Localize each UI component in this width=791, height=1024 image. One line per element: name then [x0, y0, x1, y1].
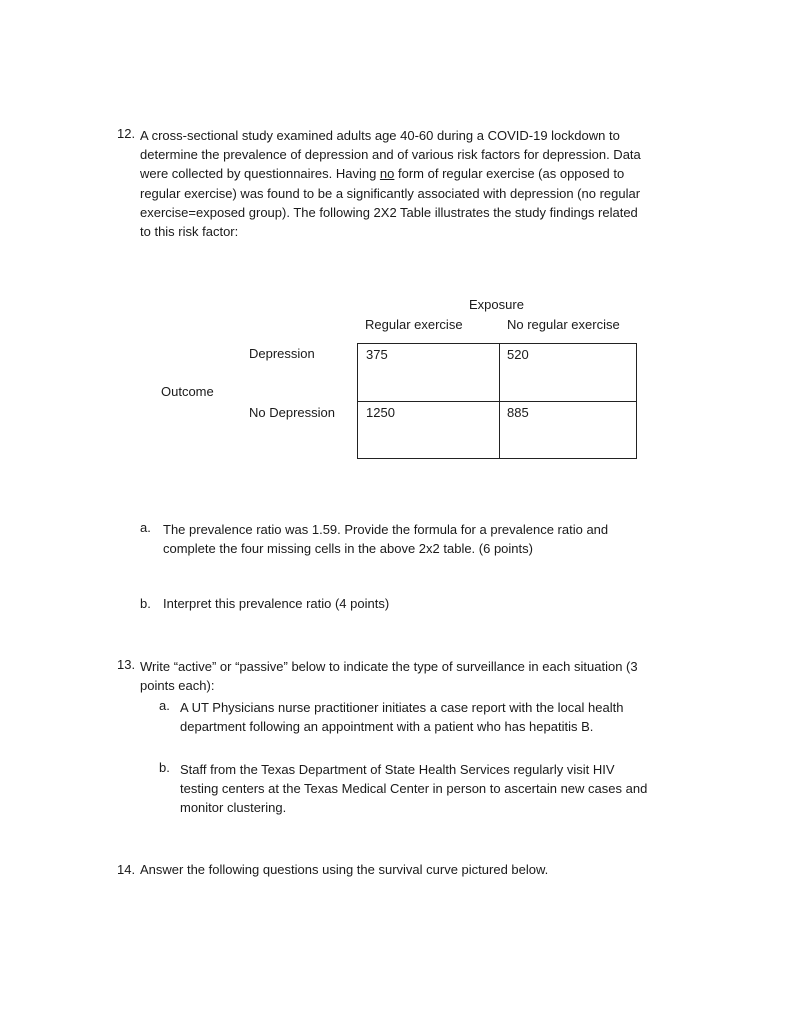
- col-no-regular-exercise: No regular exercise: [507, 317, 620, 332]
- q12b-letter: b.: [140, 596, 151, 611]
- q12-line-6: to this risk factor:: [140, 224, 239, 240]
- q13b-line-3: monitor clustering.: [180, 800, 287, 816]
- cell-c: 1250: [366, 405, 395, 420]
- row-depression: Depression: [249, 346, 315, 361]
- question-13-text: [140, 657, 720, 695]
- q13a-line-2: department following an appointment with a patient who has hepatitis B.: [180, 719, 594, 735]
- cell-d: 885: [507, 405, 529, 420]
- question-14-text: Answer the following questions using the survival curve pictured below.: [140, 862, 549, 877]
- q12a-letter: a.: [140, 520, 151, 535]
- q12-underlined-no: no: [379, 166, 395, 182]
- q13b-line-2: testing centers at the Texas Medical Center in person to ascertain new cases and: [180, 781, 648, 797]
- cell-b: 520: [507, 347, 529, 362]
- q13b-text: [180, 760, 720, 818]
- table-horizontal-divider: [358, 401, 636, 402]
- q12a-line-2: complete the four missing cells in the above 2x2 table. (6 points): [163, 541, 533, 557]
- q13a-text: [180, 698, 720, 736]
- question-number-14: 14.: [117, 862, 136, 877]
- two-by-two-table: [357, 343, 637, 459]
- q13b-line-1: Staff from the Texas Department of State Health Services regularly visit HIV: [180, 762, 615, 777]
- q12a-line-1: The prevalence ratio was 1.59. Provide the formula for a prevalence ratio and: [163, 522, 609, 537]
- row-no-depression: No Depression: [249, 405, 335, 420]
- outcome-label: Outcome: [161, 384, 214, 399]
- q13a-letter: a.: [159, 698, 170, 713]
- exposure-label: Exposure: [469, 297, 524, 312]
- q12-line-1: A cross-sectional study examined adults age 40-60 during a COVID-19 lockdown to: [140, 128, 620, 143]
- q12-line-5: exercise=exposed group). The following 2X2 Table illustrates the study findings related: [140, 204, 638, 220]
- q12-line-4: regular exercise) was found to be a significantly associated with depression (no regular: [140, 185, 641, 201]
- q12-line-3: [140, 164, 720, 183]
- question-number-13: 13.: [117, 657, 136, 672]
- q13-line-2: points each):: [140, 678, 215, 694]
- q12a-text: [163, 520, 723, 558]
- question-number-12: 12.: [117, 126, 136, 141]
- q12-line-3b: form of regular exercise (as opposed to: [394, 166, 625, 182]
- q12-line-3a: were collected by questionnaires. Having: [140, 166, 380, 182]
- cell-a: 375: [366, 347, 388, 362]
- q13-line-1: Write “active” or “passive” below to indicate the type of surveillance in each situation (3: [140, 659, 638, 674]
- question-12-text: [140, 126, 720, 241]
- q12-line-2: determine the prevalence of depression and of various risk factors for depression. Data: [140, 147, 641, 163]
- col-regular-exercise: Regular exercise: [365, 317, 463, 332]
- q12b-text: Interpret this prevalence ratio (4 points): [163, 596, 390, 611]
- q13b-letter: b.: [159, 760, 170, 775]
- q13a-line-1: A UT Physicians nurse practitioner initiates a case report with the local health: [180, 700, 624, 715]
